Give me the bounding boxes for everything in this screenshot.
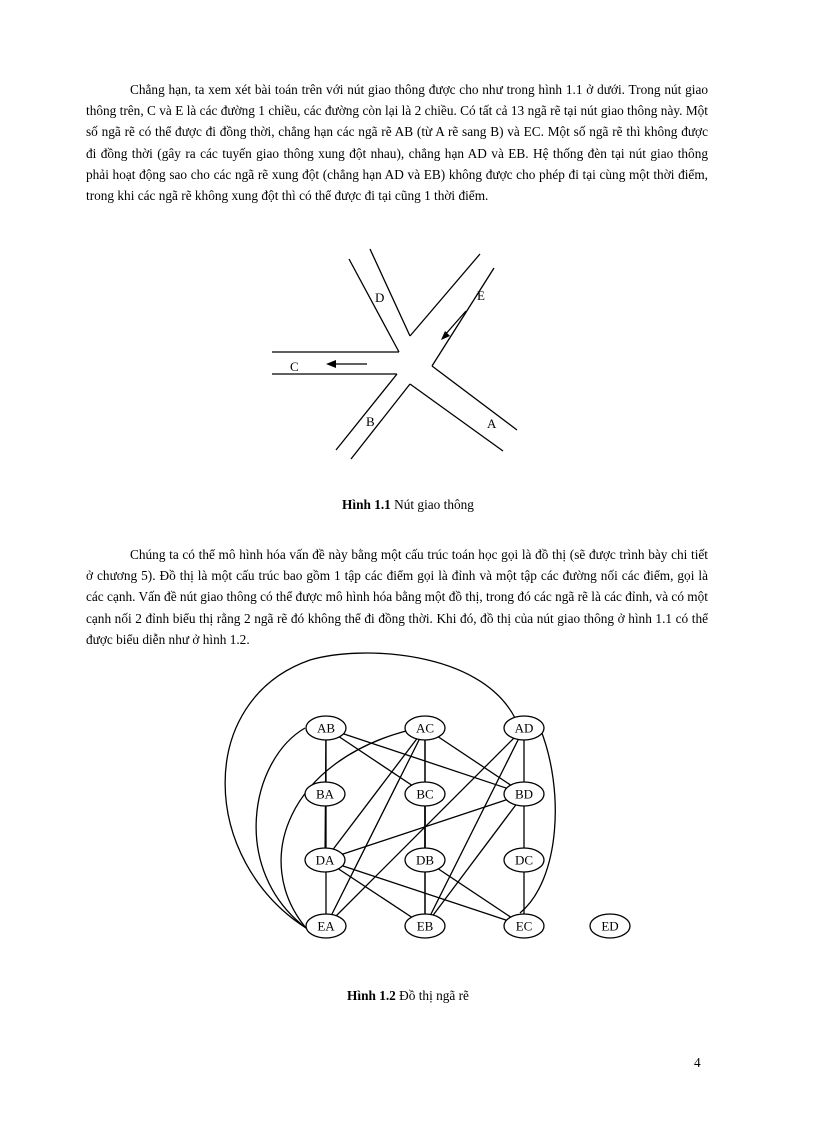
figure1-caption-text: Nút giao thông (390, 497, 474, 512)
edge-curve-ea-ac (281, 730, 410, 928)
node-label: AC (415, 720, 435, 736)
node-label: DA (315, 852, 335, 868)
paragraph-graph-model-text: Chúng ta có thể mô hình hóa vấn đề này bằng một cấu trúc toán học gọi là đồ thị (sẽ được trình bày chi tiết ở chương 5). Đồ thị là một cấu trúc bao gồm 1 tập các điểm gọi là đỉnh và một tập các đường nối các điểm, gọi là các cạnh. Vấn đề nút giao thông có thể được mô hình hóa bằng một đồ thị, trong đó các ngã rẽ là các đỉnh, và có một cạnh nối 2 đỉnh biểu thị rằng 2 ngã rẽ đó không thể đi đồng thời. Khi đó, đồ thị của nút giao thông ở hình 1.1 có thể được biểu diễn như ở hình 1.2. (86, 547, 708, 647)
edge-da-eb (325, 860, 425, 926)
node-label: DC (514, 852, 534, 868)
node-label: ED (601, 918, 619, 934)
edge-curve-ad-ec (520, 728, 555, 913)
node-bc (405, 782, 445, 806)
figure2-caption (0, 988, 816, 1004)
figure1-caption-number: Hình 1.1 (342, 497, 391, 512)
node-eb (405, 914, 445, 938)
edge-ac-bd (425, 728, 524, 794)
node-label: EA (317, 918, 335, 934)
node-ea (306, 914, 346, 938)
page-number: 4 (694, 1055, 701, 1070)
node-ed (590, 914, 630, 938)
node-label: AD (514, 720, 534, 736)
node-ac (405, 716, 445, 740)
edge-curve-ea-ab (256, 728, 306, 928)
figure2-caption-text: Đồ thị ngã rẽ (395, 988, 469, 1003)
node-label: AB (316, 720, 336, 736)
node-db (405, 848, 445, 872)
node-ab (306, 716, 346, 740)
edge-ac-ea (326, 728, 425, 926)
paragraph-intro-text: Chẳng hạn, ta xem xét bài toán trên với nút giao thông được cho như trong hình 1.1 ở dưới. Trong nút giao thông trên, C và E là các đường 1 chiều, các đường còn lại là 2 chiều. Có tất cả 13 ngã rẽ tại nút giao thông này. Một số ngã rẽ có thể được đi đồng thời, chẳng hạn các ngã rẽ AB (từ A rẽ sang B) và EC. Một số ngã rẽ thì không được đi đồng thời (gây ra các tuyến giao thông xung đột nhau), chẳng hạn AD và EB. Hệ thống đèn tại nút giao thông phải hoạt động sao cho các ngã rẽ xung đột (chẳng hạn AD và EB) không được cho phép đi tại cùng một thời điểm, trong khi các ngã rẽ không xung đột thì có thể được đi tại cũng 1 thời điểm. (86, 82, 708, 204)
node-label: BC (416, 786, 434, 802)
label-road-a: A (487, 416, 497, 431)
edge-ab-bc (326, 728, 425, 794)
node-ad (504, 716, 544, 740)
node-ec (504, 914, 544, 938)
label-road-d: D (375, 290, 385, 305)
figure2-caption-number: Hình 1.2 (347, 988, 396, 1003)
node-label: BD (514, 786, 534, 802)
label-road-e: E (477, 288, 485, 303)
node-label: BA (315, 786, 335, 802)
node-ba (305, 782, 345, 806)
node-label: DB (415, 852, 435, 868)
node-label: EC (515, 918, 533, 934)
node-bd (504, 782, 544, 806)
label-road-b: B (366, 414, 375, 429)
edge-ad-eb (425, 728, 524, 926)
node-label: EB (416, 918, 434, 934)
edge-db-ec (425, 860, 524, 926)
node-dc (504, 848, 544, 872)
graph-nodes (305, 716, 630, 938)
label-road-c: C (290, 359, 299, 374)
edge-curve-ea-ad (225, 653, 515, 928)
node-da (305, 848, 345, 872)
